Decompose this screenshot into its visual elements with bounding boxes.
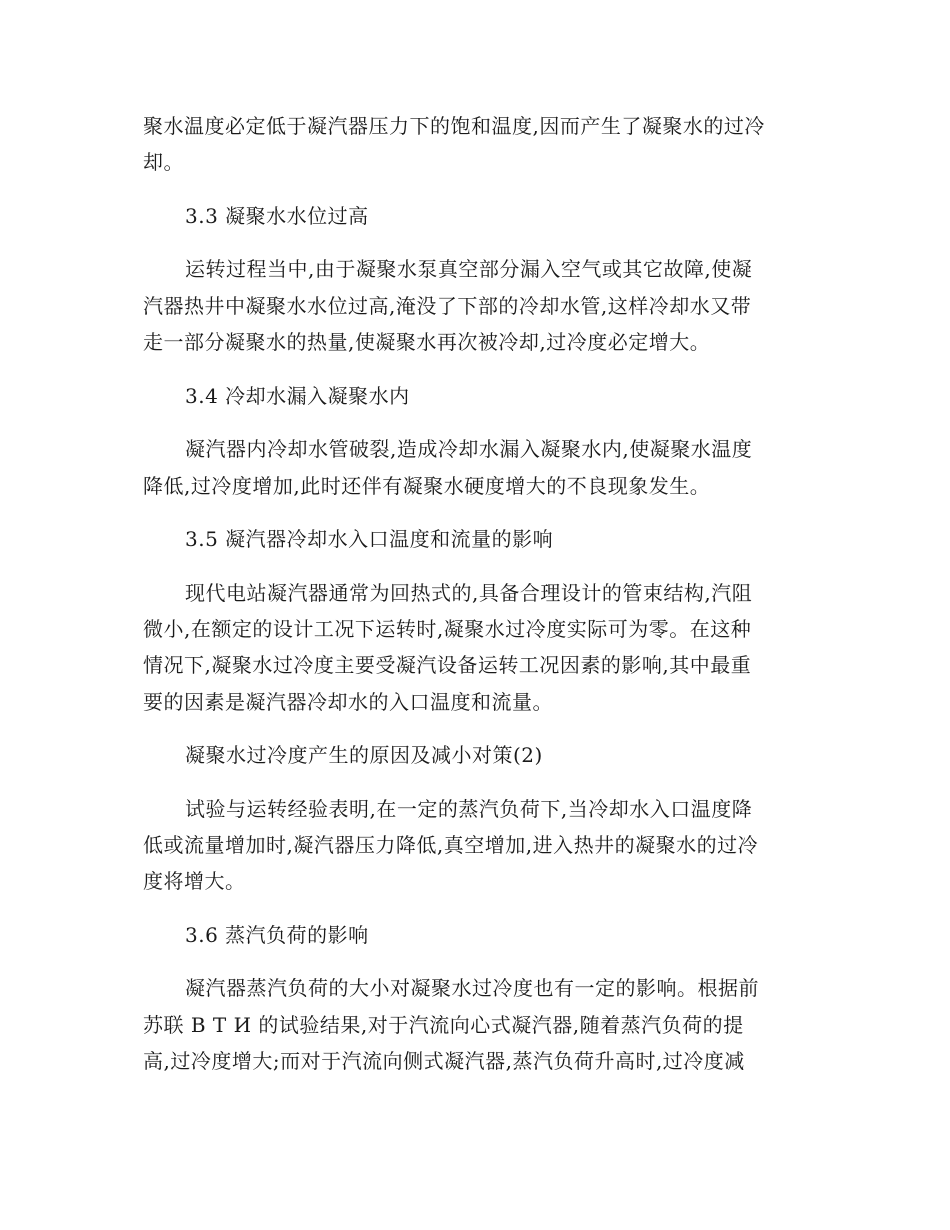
section-heading-3-6: 3.6 蒸汽负荷的影响 xyxy=(185,923,369,947)
paragraph-line: 情况下,凝聚水过冷度主要受凝汽设备运转工况因素的影响,其中最重 xyxy=(143,653,752,677)
paragraph-line: 走一部分凝聚水的热量,使凝聚水再次被冷却,过冷度必定增大。 xyxy=(143,330,711,354)
section-heading-3-3: 3.3 凝聚水水位过高 xyxy=(185,204,369,228)
section-heading-3-5: 3.5 凝汽器冷却水入口温度和流量的影响 xyxy=(185,527,554,551)
paragraph-line: 运转过程当中,由于凝聚水泵真空部分漏入空气或其它故障,使凝 xyxy=(185,257,753,281)
article-subtitle: 凝聚水过冷度产生的原因及减小对策(2) xyxy=(185,743,543,767)
paragraph-line: 凝汽器蒸汽负荷的大小对凝聚水过冷度也有一定的影响。根据前 xyxy=(185,976,759,1000)
paragraph-line: 降低,过冷度增加,此时还伴有凝聚水硬度增大的不良现象发生。 xyxy=(143,474,711,498)
paragraph-line: 汽器热井中凝聚水水位过高,淹没了下部的冷却水管,这样冷却水又带 xyxy=(143,294,752,318)
paragraph-line: 聚水温度必定低于凝汽器压力下的饱和温度,因而产生了凝聚水的过冷 xyxy=(143,114,765,138)
paragraph-line: 微小,在额定的设计工况下运转时,凝聚水过冷度实际可为零。在这种 xyxy=(143,617,752,641)
paragraph-line: 试验与运转经验表明,在一定的蒸汽负荷下,当冷却水入口温度降 xyxy=(185,797,753,821)
section-heading-3-4: 3.4 冷却水漏入凝聚水内 xyxy=(185,384,410,408)
paragraph-line: 度将增大。 xyxy=(143,869,246,893)
paragraph-line: 要的因素是凝汽器冷却水的入口温度和流量。 xyxy=(143,690,553,714)
paragraph-line: 现代电站凝汽器通常为回热式的,具备合理设计的管束结构,汽阻 xyxy=(185,581,753,605)
paragraph-line: 低或流量增加时,凝汽器压力降低,真空增加,进入热井的凝聚水的过冷 xyxy=(143,833,759,857)
paragraph-line: 高,过冷度增大;而对于汽流向侧式凝汽器,蒸汽负荷升高时,过冷度减 xyxy=(143,1049,745,1073)
paragraph-line: 苏联 В Т И 的试验结果,对于汽流向心式凝汽器,随着蒸汽负荷的提 xyxy=(143,1013,744,1037)
paragraph-line: 凝汽器内冷却水管破裂,造成冷却水漏入凝聚水内,使凝聚水温度 xyxy=(185,437,753,461)
paragraph-line: 却。 xyxy=(143,150,184,174)
